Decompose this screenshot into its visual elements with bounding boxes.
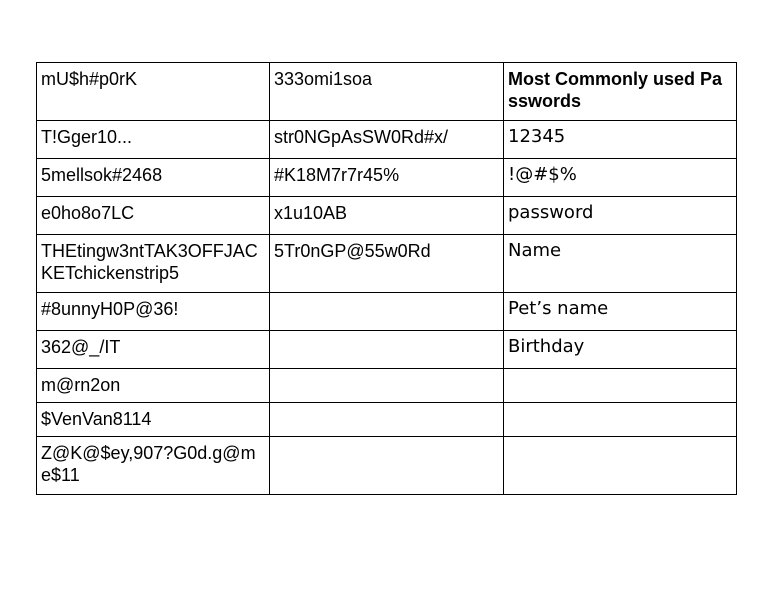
table-cell: Name (504, 235, 737, 293)
table-cell: THEtingw3ntTAK3OFFJACKETchickenstrip5 (37, 235, 270, 293)
table-row (37, 121, 737, 159)
table-cell (270, 293, 504, 331)
table-cell (504, 403, 737, 437)
table-cell (270, 331, 504, 369)
table-cell: #8unnyH0P@36! (37, 293, 270, 331)
table-cell: #K18M7r7r45% (270, 159, 504, 197)
table-cell: $VenVan8114 (37, 403, 270, 437)
table-row (37, 197, 737, 235)
table-cell: 5mellsok#2468 (37, 159, 270, 197)
table-cell (270, 403, 504, 437)
table-cell: password (504, 197, 737, 235)
table-cell: x1u10AB (270, 197, 504, 235)
table-cell: Z@K@$ey,907?G0d.g@me$11 (37, 437, 270, 495)
table-cell: str0NGpAsSW0Rd#x/ (270, 121, 504, 159)
table-row (37, 369, 737, 403)
table-cell (270, 369, 504, 403)
table-cell: Pet’s name (504, 293, 737, 331)
table-cell: !@#$% (504, 159, 737, 197)
table-cell: e0ho8o7LC (37, 197, 270, 235)
table-cell (504, 369, 737, 403)
table-row (37, 437, 737, 495)
table-cell: mU$h#p0rK (37, 63, 270, 121)
table-cell: 362@_/IT (37, 331, 270, 369)
table-cell: m@rn2on (37, 369, 270, 403)
column-heading-common-passwords: Most Commonly used Passwords (504, 63, 737, 121)
table-row (37, 331, 737, 369)
table-cell: Birthday (504, 331, 737, 369)
table-row (37, 159, 737, 197)
table-cell (270, 437, 504, 495)
table-cell: 12345 (504, 121, 737, 159)
table-cell (504, 437, 737, 495)
passwords-table (36, 62, 737, 495)
table-row (37, 403, 737, 437)
table-row (37, 235, 737, 293)
table-cell: 5Tr0nGP@55w0Rd (270, 235, 504, 293)
table-cell: 333omi1soa (270, 63, 504, 121)
table-row (37, 293, 737, 331)
table-row (37, 63, 737, 121)
table-cell: T!Gger10... (37, 121, 270, 159)
